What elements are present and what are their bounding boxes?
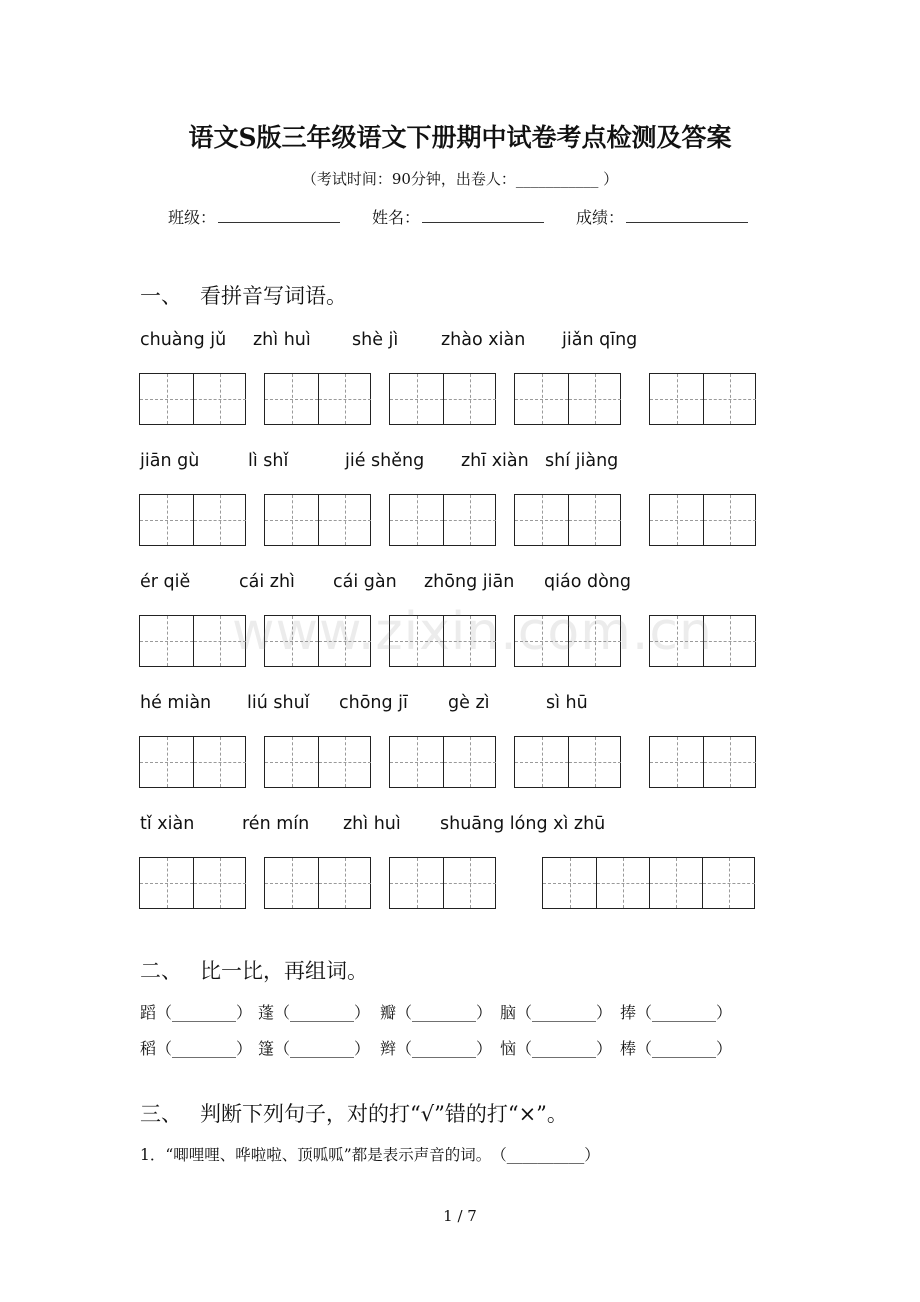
character-cell[interactable] [702,858,755,908]
writing-box[interactable] [542,857,755,909]
character-cell[interactable] [650,495,703,545]
writing-box[interactable] [264,494,371,546]
character-cell[interactable] [649,858,702,908]
writing-box[interactable] [139,373,246,425]
compare-item[interactable]: 瓣（________） [380,1003,493,1022]
compare-item[interactable]: 恼（________） [500,1039,613,1058]
writing-box[interactable] [649,373,756,425]
character-cell[interactable] [443,495,496,545]
character-cell[interactable] [265,737,318,787]
pinyin-word: cái zhì [239,572,295,592]
pinyin-word: rén mín [242,814,310,834]
pinyin-word: shuāng lóng xì zhū [440,814,606,834]
pinyin-word: sì hū [546,693,588,713]
character-cell[interactable] [390,374,443,424]
character-cell[interactable] [140,495,193,545]
section-3-heading [140,1098,568,1128]
character-cell[interactable] [515,374,568,424]
page-number: 1 / 7 [443,1207,477,1225]
compare-item[interactable]: 棒（________） [620,1039,733,1058]
character-cell[interactable] [265,374,318,424]
score-field [576,205,748,228]
writing-box[interactable] [264,857,371,909]
pinyin-word: zhì huì [343,814,401,834]
pinyin-word: jiān gù [140,451,200,471]
character-cell[interactable] [390,858,443,908]
writing-box[interactable] [139,615,246,667]
section-1-number: 一、 [140,284,182,308]
class-field [168,205,340,228]
character-cell[interactable] [193,495,246,545]
writing-box[interactable] [514,494,621,546]
character-cell[interactable] [318,495,371,545]
writing-box[interactable] [264,373,371,425]
character-cell[interactable] [390,495,443,545]
pinyin-word: zhī xiàn [461,451,529,471]
writing-box[interactable] [139,736,246,788]
pinyin-word: shè jì [352,330,399,350]
pinyin-word: zhào xiàn [441,330,526,350]
pinyin-word: ér qiě [140,572,191,592]
character-cell[interactable] [596,858,649,908]
section-2-heading [140,955,368,985]
watermark: www.zixin.com.cn [232,602,713,662]
question-1[interactable]: 1．“唧哩哩、哗啦啦、顶呱呱”都是表示声音的词。 （__________） [140,1146,600,1164]
section-2-number: 二、 [140,959,182,983]
score-label: 成绩： [576,208,625,227]
character-cell[interactable] [390,737,443,787]
character-cell[interactable] [318,374,371,424]
character-cell[interactable] [318,737,371,787]
character-cell[interactable] [443,737,496,787]
class-label: 班级： [168,208,217,227]
name-blank[interactable] [422,208,544,223]
character-cell[interactable] [650,374,703,424]
name-label: 姓名： [372,208,421,227]
name-field [372,205,544,228]
pinyin-word: zhōng jiān [424,572,515,592]
character-cell[interactable] [650,737,703,787]
writing-box[interactable] [139,494,246,546]
character-cell[interactable] [140,374,193,424]
character-cell[interactable] [265,495,318,545]
writing-box[interactable] [139,857,246,909]
compare-item[interactable]: 蹈（________） [140,1003,253,1022]
pinyin-word: chōng jī [339,693,408,713]
page-title: 语文S版三年级语文下册期中试卷考点检测及答案 [188,123,732,152]
character-cell[interactable] [703,737,756,787]
pinyin-word: hé miàn [140,693,212,713]
character-cell[interactable] [318,858,371,908]
pinyin-word: cái gàn [333,572,397,592]
pinyin-word: liú shuǐ [247,693,310,713]
class-blank[interactable] [218,208,340,223]
character-cell[interactable] [568,495,621,545]
pinyin-word: lì shǐ [248,451,289,471]
writing-box[interactable] [389,857,496,909]
compare-item[interactable]: 蓬（________） [258,1003,371,1022]
writing-box[interactable] [649,494,756,546]
pinyin-word: chuàng jǔ [140,330,227,350]
writing-box[interactable] [514,373,621,425]
section-2-title: 比一比，再组词。 [200,959,368,983]
compare-item[interactable]: 捧（________） [620,1003,733,1022]
compare-item[interactable]: 脑（________） [500,1003,613,1022]
character-cell[interactable] [193,858,246,908]
section-3-title: 判断下列句子，对的打“√”错的打“×”。 [200,1102,568,1126]
pinyin-word: tǐ xiàn [140,814,195,834]
section-1-heading [140,280,347,310]
writing-box[interactable] [649,736,756,788]
writing-box[interactable] [389,736,496,788]
character-cell[interactable] [443,858,496,908]
character-cell[interactable] [140,737,193,787]
character-cell[interactable] [703,495,756,545]
pinyin-word: gè zì [448,693,490,713]
character-cell[interactable] [265,858,318,908]
writing-box[interactable] [389,494,496,546]
section-1-title: 看拼音写词语。 [200,284,347,308]
compare-item[interactable]: 辫（________） [380,1039,493,1058]
compare-item[interactable]: 稻（________） [140,1039,253,1058]
pinyin-word: zhì huì [253,330,311,350]
pinyin-word: qiáo dòng [544,572,631,592]
character-cell[interactable] [543,858,596,908]
character-cell[interactable] [515,737,568,787]
character-cell[interactable] [193,374,246,424]
character-cell[interactable] [703,374,756,424]
pinyin-word: shí jiàng [545,451,619,471]
score-blank[interactable] [626,208,748,223]
compare-item[interactable]: 篷（________） [258,1039,371,1058]
character-cell[interactable] [193,737,246,787]
pinyin-word: jiǎn qīng [562,330,638,350]
character-cell[interactable] [140,858,193,908]
character-cell[interactable] [515,495,568,545]
pinyin-word: jié shěng [345,451,425,471]
writing-box[interactable] [514,736,621,788]
character-cell[interactable] [568,374,621,424]
writing-box[interactable] [389,373,496,425]
exam-subtitle: （考试时间：90分钟，出卷人：___________ ） [301,170,619,188]
character-cell[interactable] [140,616,193,666]
section-3-number: 三、 [140,1102,182,1126]
writing-box[interactable] [264,736,371,788]
character-cell[interactable] [568,737,621,787]
character-cell[interactable] [443,374,496,424]
